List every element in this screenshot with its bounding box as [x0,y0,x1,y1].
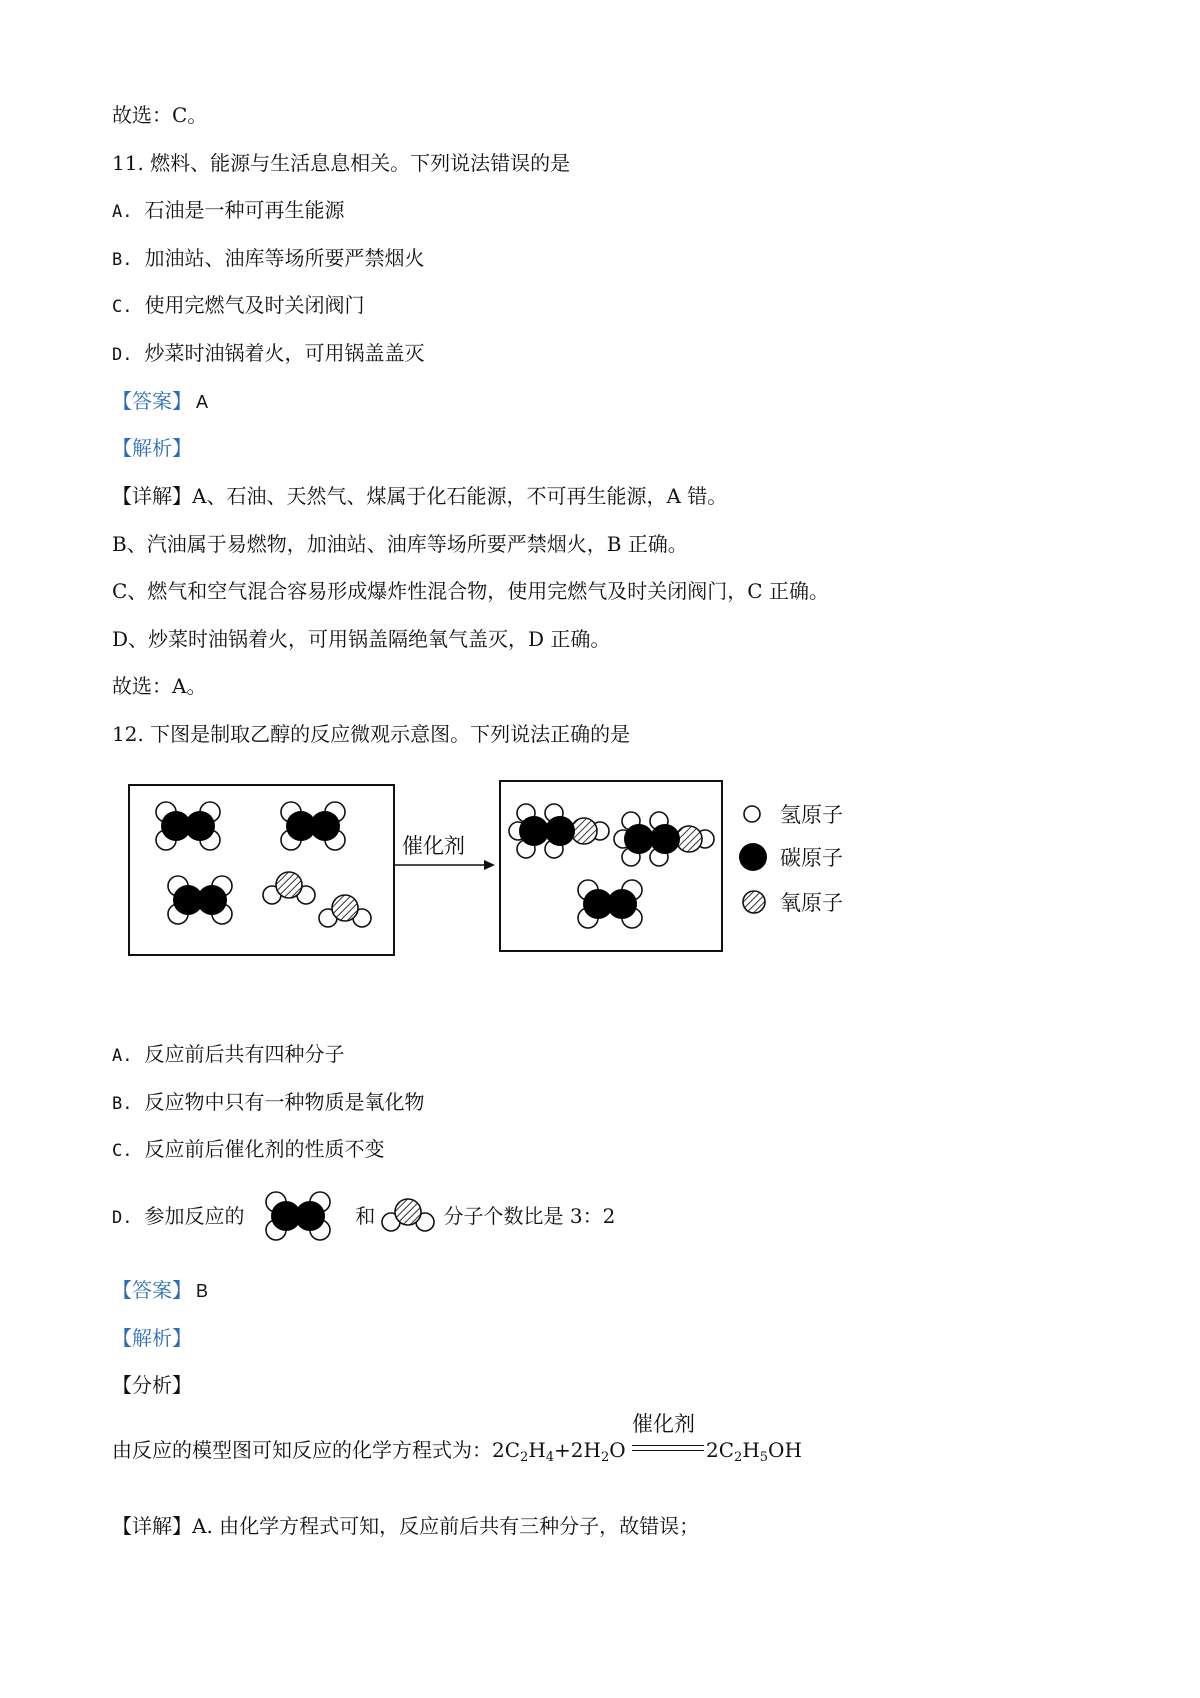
option-12-a [112,1040,344,1070]
carbon-atom-legend-icon [739,843,767,871]
equation-intro: 由反应的模型图可知反应的化学方程式为： [112,1438,492,1462]
analysis-tag-11 [112,434,192,462]
answer-value: A [196,392,209,412]
analysis-tag: 【解析】 [112,436,192,460]
question-11: 11. 燃料、能源与生活息息相关。下列说法错误的是 [112,151,571,175]
reaction-diagram [127,775,897,965]
analysis-tag-12 [112,1324,192,1352]
option-letter: D. [112,1208,133,1228]
detail-line: 【详解】A、石油、天然气、煤属于化石能源，不可再生能源，A 错。 [112,484,728,508]
detail-line: C、燃气和空气混合容易形成爆炸性混合物，使用完燃气及时关闭阀门，C 正确。 [112,579,829,603]
arrow-label: 催化剂 [402,834,465,858]
equation-catalyst: 催化剂 [632,1412,695,1436]
option-letter: D. [112,345,133,365]
hydrogen-atom-legend-icon [744,806,760,822]
analysis-heading: 【分析】 [112,1373,192,1397]
option-text: 参加反应的 [144,1204,245,1228]
legend-label: 氧原子 [780,891,843,915]
option-text: 石油是一种可再生能源 [144,198,345,222]
answer-tag: 【答案】 [112,1278,192,1302]
option-12-d [112,1202,615,1232]
option-letter: A. [112,202,133,222]
answer-11 [112,387,208,416]
option-11-b [112,244,424,274]
option-12-c [112,1135,384,1165]
ethene-molecule-icon [250,1185,346,1247]
legend-label: 碳原子 [780,846,843,870]
option-text: 反应前后催化剂的性质不变 [144,1137,385,1161]
option-text: 和 [355,1204,376,1228]
equation-reactants: $2C_2H_4+2H_2O$ [492,1438,626,1465]
equation-products: $2C_2H_5OH$ [706,1438,802,1465]
option-11-c [112,291,364,321]
text-line: 故选：C。 [112,103,208,127]
option-text: 加油站、油库等场所要严禁烟火 [144,246,425,270]
legend-label: 氢原子 [780,803,843,827]
option-12-b [112,1088,424,1118]
answer-value: B [196,1281,209,1301]
equation-line [112,1436,626,1472]
equation-bar [632,1445,704,1446]
option-text: 分子个数比是 3：2 [443,1204,616,1228]
oxygen-atom-legend-icon [743,891,765,913]
detail-line: 【详解】A. 由化学方程式可知，反应前后共有三种分子，故错误； [112,1514,700,1538]
analysis-tag: 【解析】 [112,1326,192,1350]
answer-12 [112,1276,208,1305]
answer-tag: 【答案】 [112,389,192,413]
option-text: 使用完燃气及时关闭阀门 [144,293,365,317]
option-letter: B. [112,250,133,270]
option-letter: C. [112,297,133,317]
arrow-head-icon [484,860,495,870]
question-12: 12. 下图是制取乙醇的反应微观示意图。下列说法正确的是 [112,722,631,746]
option-11-a [112,196,344,226]
equation-bar [632,1450,704,1451]
option-text: 炒菜时油锅着火，可用锅盖盖灭 [144,341,425,365]
option-text: 反应前后共有四种分子 [144,1042,345,1066]
water-molecule-icon [375,1192,441,1238]
text-line: 故选：A。 [112,674,207,698]
option-letter: B. [112,1094,133,1114]
option-letter: A. [112,1046,133,1066]
option-11-d [112,339,424,369]
option-text: 反应物中只有一种物质是氧化物 [144,1090,425,1114]
detail-line: B、汽油属于易燃物，加油站、油库等场所要严禁烟火，B 正确。 [112,532,688,556]
detail-line: D、炒菜时油锅着火，可用锅盖隔绝氧气盖灭，D 正确。 [112,627,611,651]
option-letter: C. [112,1141,133,1161]
